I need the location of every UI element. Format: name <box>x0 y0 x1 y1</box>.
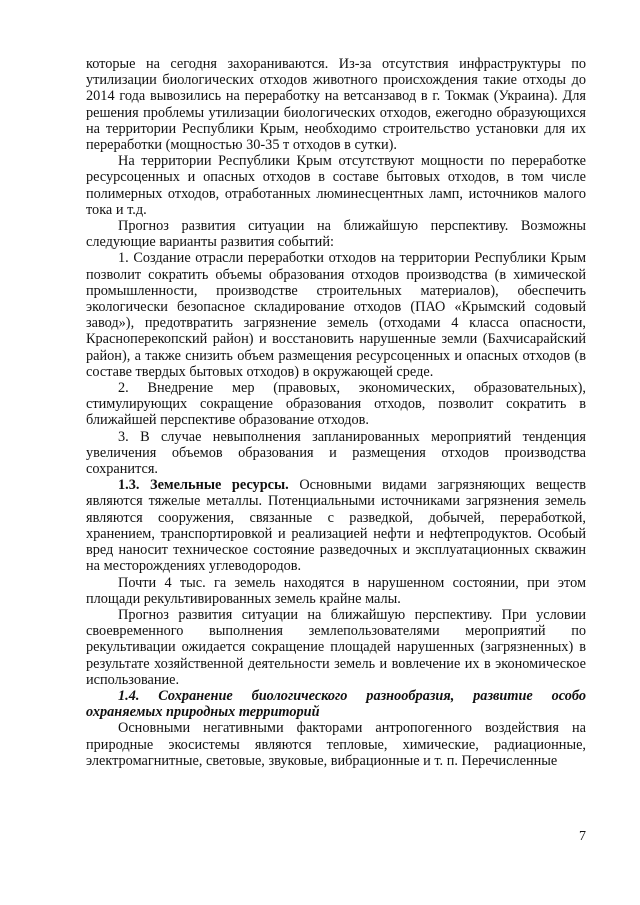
paragraph-text: 2. Внедрение мер (правовых, экономических, образовательных), стимулирующих сокращение образования отходов, позволит сократить в ближайшей перспективе образование отходов. <box>86 380 586 429</box>
paragraph-text: Основными видами загрязняющих веществ являются тяжелые металлы. Потенциальными источниками загрязнения земель являются сооружения, связанные с разведкой, добычей, переработкой, хранением, транспортировкой и реализацией нефти и нефтепродуктов. Особый вред наносит техническое состояние разведочных и эксплуатационных скважин на месторождениях углеводородов. <box>86 477 586 575</box>
heading-text: 1.3. Земельные ресурсы. <box>118 477 289 494</box>
paragraph <box>86 153 586 218</box>
paragraph-text: которые на сегодня захораниваются. Из-за отсутствия инфраструктуры по утилизации биологических отходов животного происхождения такие отходы до 2014 года вывозились на переработку на ветсанзавод в г. Токмак (Украина). Для решения проблемы утилизации биологических отходов, ежегодно образующихся на территории Республики Крым, необходимо строительство установки для их переработки (мощностью 30-35 т отходов в сутки). <box>86 56 586 154</box>
paragraph <box>86 607 586 688</box>
paragraph-text: Почти 4 тыс. га земель находятся в нарушенном состоянии, при этом площади рекультивированных земель крайне малы. <box>86 574 586 607</box>
paragraph <box>86 477 586 574</box>
heading-text: 1.4. Сохранение биологического разнообразия, развитие особо охраняемых природных территорий <box>86 687 586 721</box>
paragraph <box>86 575 586 607</box>
paragraph <box>86 720 586 769</box>
paragraph-text: Основными негативными факторами антропогенного воздействия на природные экосистемы являются тепловые, химические, радиационные, электромагнитные, световые, звуковые, вибрационные и т. п. Перечисленные <box>86 720 586 769</box>
paragraph <box>86 218 586 250</box>
paragraph <box>86 250 586 380</box>
paragraph <box>86 429 586 478</box>
paragraph-text: На территории Республики Крым отсутствуют мощности по переработке ресурсоценных и опасных отходов в составе бытовых отходов, в том числе полимерных отходов, отработанных люминесцентных ламп, источников малого тока и т.д. <box>86 153 586 218</box>
page-number: 7 <box>579 829 586 844</box>
paragraph <box>86 380 586 429</box>
paragraph-text: 1. Создание отрасли переработки отходов на территории Республики Крым позволит сократить объемы образования отходов производства (в химической промышленности, производстве строительных материалов), обеспечить экологически безопасное складирование отходов (ПАО «Крымский содовый завод»), предотвратить загрязнение земель (отходами 4 класса опасности, Красноперекопский район) и восстановить нарушенные земли (Бахчисарайский район), а также снизить объем размещения ресурсоценных и опасных отходов (в составе твердых бытовых отходов) в окружающей среде. <box>86 250 586 380</box>
paragraph-text: Прогноз развития ситуации на ближайшую перспективу. Возможны следующие варианты развития событий: <box>86 218 586 251</box>
document-body <box>86 56 586 769</box>
paragraph-text: 3. В случае невыполнения запланированных мероприятий тенденция увеличения объемов образования и размещения отходов производства сохранится. <box>86 428 586 478</box>
paragraph <box>86 688 586 720</box>
paragraph <box>86 56 586 153</box>
paragraph-text: Прогноз развития ситуации на ближайшую перспективу. При условии своевременного выполнения землепользователями мероприятий по рекультивации ожидается сокращение площадей нарушенных (загрязненных) в результате хозяйственной деятельности земель и вовлечение их в экономическое использование. <box>86 606 586 688</box>
